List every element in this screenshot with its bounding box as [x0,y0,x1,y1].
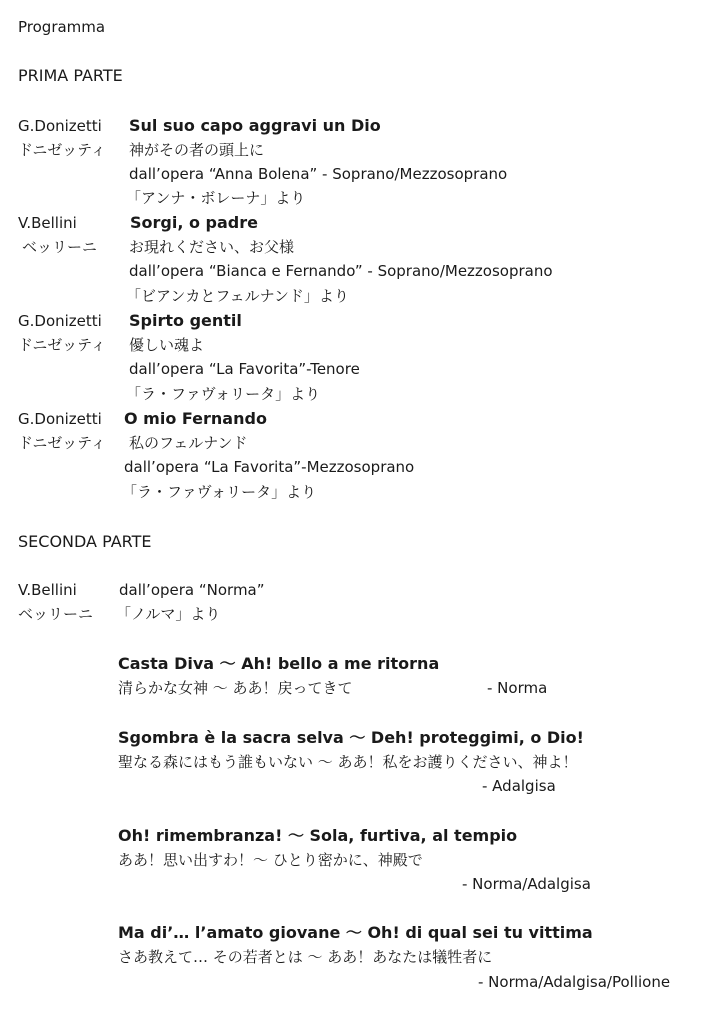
composer-name-jp: ドニゼッティ [18,434,106,452]
piece-roles: - Norma [487,679,548,697]
aria-title-jp: 優しい魂よ [129,336,205,354]
composer-name: G.Donizetti [18,410,102,428]
piece-title-jp: 聖なる森にはもう誰もいない 〜 ああ！私をお護りください、神よ！ [118,753,578,771]
opera-source-jp: 「ラ・ファヴォリータ」より [122,483,317,501]
piece-title-jp: ああ！思い出すわ！〜 ひとり密かに、神殿で [118,851,423,869]
opera-source: dall’opera “Anna Bolena” - Soprano/Mezzosoprano [129,165,508,183]
opera-source: dall’opera “Norma” [119,581,265,599]
piece-title: Oh! rimembranza! 〜 Sola, furtiva, al tempio [118,826,518,845]
aria-title: Sorgi, o padre [130,213,258,232]
opera-source: dall’opera “La Favorita”-Mezzosoprano [124,458,415,476]
opera-source-jp: 「アンナ・ボレーナ」より [126,189,306,207]
composer-name: G.Donizetti [18,117,102,135]
aria-title-jp: 神がその者の頭上に [129,141,265,159]
section-heading-seconda: SECONDA PARTE [18,532,152,551]
opera-source: dall’opera “Bianca e Fernando” - Soprano/Mezzosoprano [129,262,553,280]
aria-title: Sul suo capo aggravi un Dio [129,116,381,135]
opera-source-jp: 「ビアンカとフェルナンド」より [126,287,349,305]
page-title: Programma [18,18,106,36]
composer-name-jp: ベッリーニ [18,605,94,623]
composer-name: V.Bellini [18,581,77,599]
section-heading-prima: PRIMA PARTE [18,66,123,85]
piece-roles: - Adalgisa [482,777,556,795]
aria-title: Spirto gentil [129,311,242,330]
opera-source: dall’opera “La Favorita”-Tenore [129,360,360,378]
opera-source-jp: 「ノルマ」より [116,605,221,623]
piece-title: Ma di’… l’amato giovane 〜 Oh! di qual sei tu vittima [118,923,593,942]
piece-title: Sgombra è la sacra selva 〜 Deh! proteggimi, o Dio! [118,728,584,747]
opera-source-jp: 「ラ・ファヴォリータ」より [126,385,321,403]
composer-name-jp: ドニゼッティ [18,336,106,354]
aria-title: O mio Fernando [124,409,267,428]
composer-name-jp: ドニゼッティ [18,141,106,159]
aria-title-jp: お現れください、お父様 [129,238,295,256]
piece-title-jp: 清らかな女神 〜 ああ！戻ってきて [118,679,353,697]
aria-title-jp: 私のフェルナンド [129,434,248,452]
piece-roles: - Norma/Adalgisa/Pollione [478,973,671,991]
composer-name: G.Donizetti [18,312,102,330]
piece-roles: - Norma/Adalgisa [462,875,591,893]
piece-title-jp: さあ教えて… その若者とは 〜 ああ！あなたは犠牲者に [118,948,493,966]
piece-title: Casta Diva 〜 Ah! bello a me ritorna [118,654,440,673]
composer-name-jp: ベッリーニ [22,238,98,256]
composer-name: V.Bellini [18,214,77,232]
